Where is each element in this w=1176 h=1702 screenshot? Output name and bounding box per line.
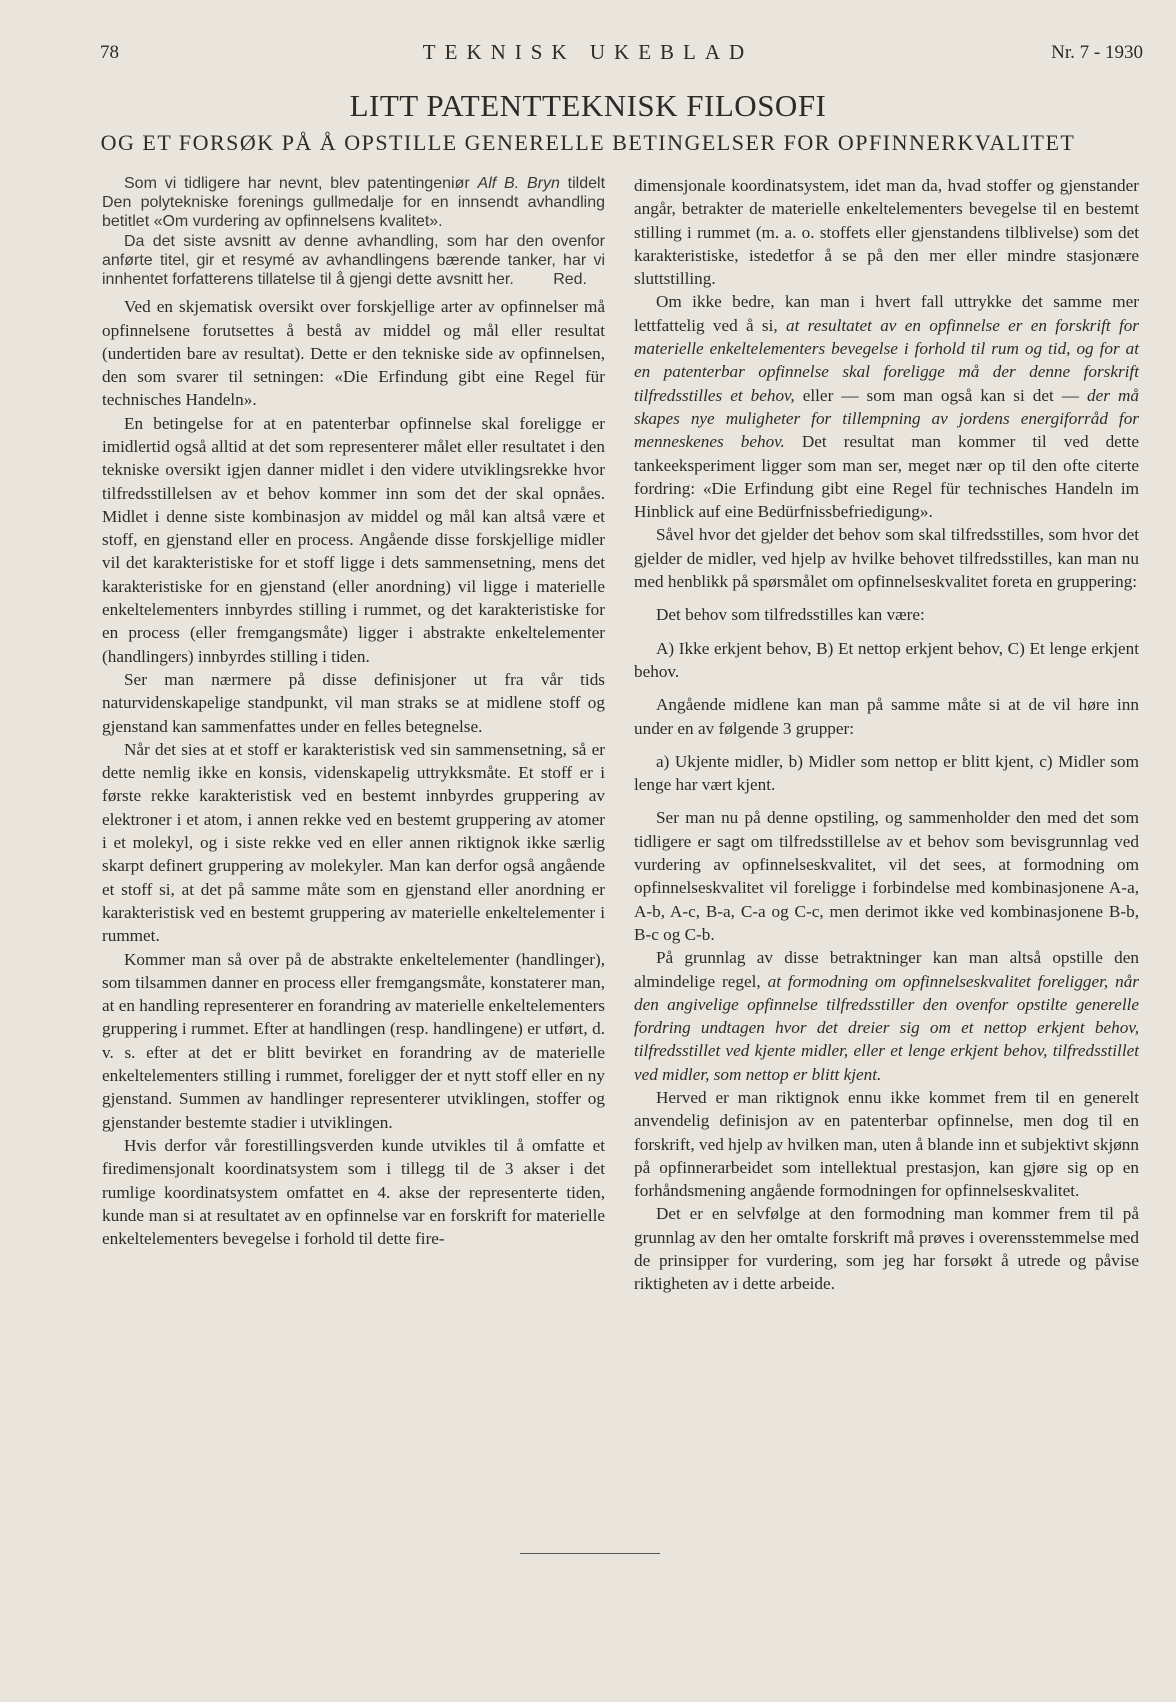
paragraph-text: eller — som man også kan si det — — [794, 385, 1088, 405]
page-number: 78 — [100, 42, 119, 63]
article-subtitle: OG ET FORSØK PÅ Å OPSTILLE GENERELLE BETINGELSER FOR OPFINNERKVALITET — [100, 130, 1076, 155]
paragraph: Ved en skjematisk oversikt over forskjellige arter av opfinnelser må opfinnelsene forutsettes å bestå av middel og mål eller resultat (undertiden bare av resultat). Dette er den tekniske side av opfinnelsen, den som svarer til setningen: «Die Erfindung gibt eine Regel für technisches Handeln». — [102, 297, 605, 410]
paragraph: Herved er man riktignok ennu ikke kommet frem til en generelt anvendelig definisjon av en patenterbar opfinnelse, men dog til en forskrift, ved hjelp av hvilken man, uten å blande inn et subjektivt skjønn på opfinnerarbeidet som intellektual prestasjon, kan gjøre sig op en forhåndsmening angående formodningen for opfinnelseskvalitet. — [634, 1087, 1139, 1201]
midler-list: a) Ukjente midler, b) Midler som nettop er blitt kjent, c) Midler som lenge har vært kjent. — [634, 751, 1139, 795]
left-body — [102, 295, 605, 1250]
emphasis-text: at formodning om opfinnelseskvalitet foreligger, når den angivelige opfinnelse tilfredsstiller den ovenfor opstilte generelle fordring undtagen hvor det dreier sig om et nettop erkjent behov, tilfredsstillet ved kjente midler, eller et lenge erkjent behov, tilfredsstillet ved midler, som nettop er blitt kjent. — [634, 971, 1139, 1084]
left-column — [102, 174, 605, 1250]
emphasis-text: at resultatet av en opfinnelse er en forskrift for materielle enkeltelementers bevegelse i forhold til rum og tid, og for at en patenterbar opfinnelse skal foreligge må der denne forskrift tilfredsstilles et behov, — [634, 315, 1139, 405]
behov-list: A) Ikke erkjent behov, B) Et nettop erkjent behov, C) Et lenge erkjent behov. — [634, 638, 1139, 681]
paragraph-text: Om ikke bedre, kan man i hvert fall uttrykke det samme mer lettfattelig ved å si, — [634, 292, 1139, 335]
paragraph: Kommer man så over på de abstrakte enkeltelementer (handlinger), som tilsammen danner en process eller fremgangsmåte, konstaterer man, at en handling representerer en forandring av materielle enkeltelementers gruppering i rummet. Efter at handlingen (resp. handlingene) er utført, d. v. s. efter at det er blitt bevirket en forandring av de materielle enkeltelementers stilling i rummet, foreligger der et nytt stoff eller en ny gjenstand. Summen av handlinger representerer utviklingen, stoffer og gjenstander bestemte stadier i utviklingen. — [102, 949, 605, 1132]
right-column — [634, 174, 1139, 1296]
article-title: LITT PATENTTEKNISK FILOSOFI — [349, 88, 827, 123]
editorial-intro — [102, 174, 605, 289]
paragraph: Det behov som tilfredsstilles kan være: — [656, 605, 925, 625]
paragraph: Hvis derfor vår forestillingsverden kunde utvikles til å omfatte et firedimensjonalt koordinatsystem som i tillegg til de 3 akser i det rumlige koordinatsystem omfattet en 4. akse der representerte tiden, kunde man si at resultatet av en opfinnelse var en forskrift for materielle enkeltelementers bevegelse i forhold til dette fire- — [102, 1135, 605, 1249]
paragraph: Såvel hvor det gjelder det behov som skal tilfredsstilles, som hvor det gjelder de midler, ved hjelp av hvilke behovet tilfredsstilles, kan man nu med henblikk på spørsmålet om opfinnelseskvalitet foreta en gruppering: — [634, 525, 1139, 592]
paragraph: dimensjonale koordinatsystem, idet man da, hvad stoffer og gjenstander angår, betrakter de materielle enkeltelementers bevegelse til en bestemt stilling i rummet (m. a. o. stoffets eller gjenstandens tilblivelse) som det karakteristiske, istedetfor å se på den mer eller mindre stasjonære sluttstilling. — [634, 176, 1139, 289]
editor-signature: Red. — [553, 271, 587, 289]
paragraph: Angående midlene kan man på samme måte si at de vil høre inn under en av følgende 3 grupper: — [634, 695, 1139, 738]
paragraph: Når det sies at et stoff er karakteristisk ved sin sammensetning, så er dette nemlig ikke en konsis, videnskapelig uttrykksmåte. Et stoff er i første rekke karakteristisk ved en bestemt innbyrdes gruppering av elektroner i et atom, i annen rekke ved en bestemt gruppering av atomer i et molekyl, og i siste rekke ved en eller annen riktignok ikke særlig skarpt definert gruppering av molekyler. Man kan derfor også angående et stoff si, at det på samme måte som en gjenstand eller anordning er karakteristisk ved en bestemt gruppering av materielle enkeltelementer i rummet. — [102, 739, 605, 946]
author-name: Alf B. Bryn — [477, 175, 560, 192]
paragraph: Det er en selvfølge at den formodning man kommer frem til på grunnlag av den her omtalte forskrift må prøves i overensstemmelse med de prinsipper for vurdering, som jeg har forsøkt å utrede og påvise riktigheten av i dette arbeide. — [634, 1204, 1139, 1294]
emphasis-text: der må skapes nye muligheter for tillempning av jordens energiforråd for menneskenes behov. — [634, 385, 1140, 452]
paragraph — [634, 290, 1139, 523]
intro-text: tildelt Den polytekniske forenings gullmedalje for en innsendt avhandling betitlet «Om vurdering av opfinnelsens kvalitet». — [102, 175, 606, 231]
paragraph: En betingelse for at en patenterbar opfinnelse skal foreligge er imidlertid også alltid at det som representerer målet eller resultatet i den tekniske oversikt igjen danner midlet i den videre utviklingsrekke hvor tilfredsstillelsen av et behov kommer inn som det der skal opnåes. Midlet i denne siste kombinasjon av middel og mål kan altså være et stoff, en gjenstand eller en process. Angående disse forskjellige midler vil det karakteristiske for et stoff ligge i dets sammensetning, mens det karakteristiske for en gjenstand (eller anordning) vil ligge i materielle enkeltelementers innbyrdes stilling i rummet, og det karakteristiske for en process (eller fremgangsmåte) ligger i abstrakte enkeltelementer (handlingers) innbyrdes stilling i tiden. — [102, 413, 605, 666]
paragraph: Ser man nu på denne opstiling, og sammenholder den med det som tidligere er sagt om tilfredsstillelse av et behov som bevisgrunnlag ved vurdering av opfinnelseskvalitet, vil det sees, at formodning om opfinnelseskvalitet vil foreligge i forbindelse med kombinasjonene A-a, A-b, A-c, B-a, C-a og C-c, men derimot ikke ved kombinasjonene B-b, B-c og C-b. — [634, 808, 1139, 944]
paragraph-text: På grunnlag av disse betraktninger kan man altså opstille den almindelige regel, — [634, 948, 1139, 991]
intro-text: Da det siste avsnitt av denne avhandling, som har den ovenfor anførte titel, gir et resymé av avhandlingens bærende tanker, har vi innhentet forfatterens tillatelse til å gjengi dette avsnitt her. — [102, 232, 605, 289]
journal-name: TEKNISK UKEBLAD — [422, 40, 754, 64]
intro-paragraph — [102, 174, 605, 232]
end-rule — [520, 1553, 660, 1554]
intro-paragraph — [102, 232, 605, 290]
paragraph: Ser man nærmere på disse definisjoner ut fra vår tids naturvidenskapelige standpunkt, vil man straks se at midlene stoff og gjenstand kan sammenfattes under en felles betegnelse. — [102, 669, 605, 736]
issue-number: Nr. 7 - 1930 — [1051, 42, 1143, 63]
paragraph — [634, 946, 1139, 1086]
intro-text: Som vi tidligere har nevnt, blev patentingeniør — [124, 175, 478, 192]
paragraph-text: Det resultat man kommer til ved dette tankeeksperiment ligger som man ser, meget nær op til den ofte citerte fordring: «Die Erfindung gibt eine Regel für technisches Handeln im Hinblick auf eine Bedürfnissbefriedigung». — [634, 432, 1139, 522]
